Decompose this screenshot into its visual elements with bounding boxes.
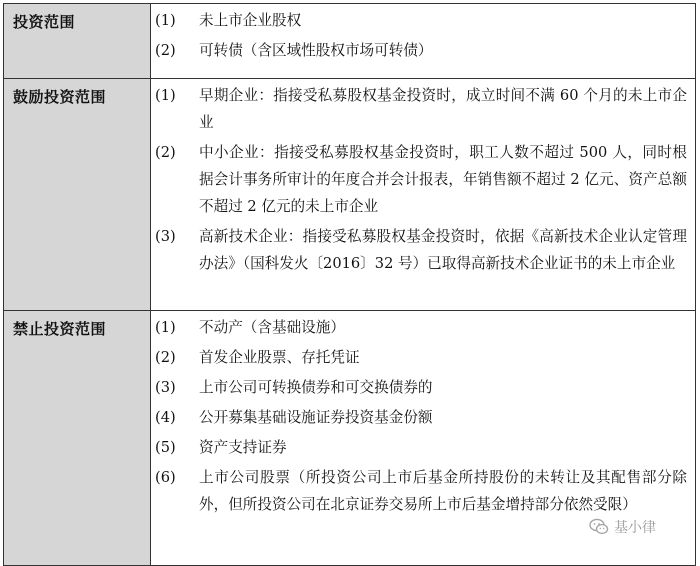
item-text: 资产支持证券 xyxy=(199,439,287,456)
item-number: (5) xyxy=(155,439,176,456)
category-label: 禁止投资范围 xyxy=(13,320,107,338)
list-item xyxy=(151,139,687,220)
item-text: 未上市企业股权 xyxy=(199,12,302,29)
category-label: 投资范围 xyxy=(13,13,76,31)
list-item xyxy=(151,314,687,341)
item-number: (3) xyxy=(155,228,176,245)
items-cell xyxy=(151,4,696,79)
item-number: (1) xyxy=(155,87,176,104)
list-item xyxy=(151,434,687,461)
watermark-text: 基小律 xyxy=(614,520,656,536)
item-number: (2) xyxy=(155,144,176,161)
wechat-icon xyxy=(589,518,609,536)
category-cell xyxy=(4,311,151,566)
items-cell xyxy=(151,79,696,311)
table-row xyxy=(4,79,696,311)
item-text: 上市公司股票（所投资公司上市后基金所持股份的未转让及其配售部分除外，但所投资公司在北京证券交易所上市后基金增持部分依然受限） xyxy=(199,469,687,513)
list-item xyxy=(151,404,687,431)
item-text: 中小企业：指接受私募股权基金投资时，职工人数不超过 500 人，同时根据会计事务所审计的年度合并会计报表，年销售额不超过 2 亿元、资产总额不超过 2 亿元的未上市企业 xyxy=(199,144,687,215)
item-text: 早期企业：指接受私募股权基金投资时，成立时间不满 60 个月的未上市企业 xyxy=(199,87,687,131)
list-item xyxy=(151,374,687,401)
item-number: (2) xyxy=(155,42,176,59)
investment-scope-table xyxy=(3,3,696,566)
item-number: (6) xyxy=(155,469,176,486)
item-text: 高新技术企业：指接受私募股权基金投资时，依据《高新技术企业认定管理办法》（国科发火〔2016〕32 号）已取得高新技术企业证书的未上市企业 xyxy=(199,228,687,272)
list-item xyxy=(151,223,687,277)
list-item xyxy=(151,7,687,34)
list-item xyxy=(151,344,687,371)
item-number: (3) xyxy=(155,379,176,396)
item-text: 不动产（含基础设施） xyxy=(199,319,345,336)
category-cell xyxy=(4,79,151,311)
watermark xyxy=(589,517,656,537)
list-item xyxy=(151,82,687,136)
category-label: 鼓励投资范围 xyxy=(13,88,107,106)
item-number: (1) xyxy=(155,319,176,336)
list-item xyxy=(151,37,687,64)
list-item xyxy=(151,464,687,518)
item-number: (2) xyxy=(155,349,176,366)
item-text: 公开募集基础设施证券投资基金份额 xyxy=(199,409,433,426)
category-cell xyxy=(4,4,151,79)
item-text: 上市公司可转换债券和可交换债券的 xyxy=(199,379,433,396)
item-text: 首发企业股票、存托凭证 xyxy=(199,349,360,366)
table-row xyxy=(4,4,696,79)
item-text: 可转债（含区域性股权市场可转债） xyxy=(199,42,433,59)
item-number: (4) xyxy=(155,409,176,426)
item-number: (1) xyxy=(155,12,176,29)
